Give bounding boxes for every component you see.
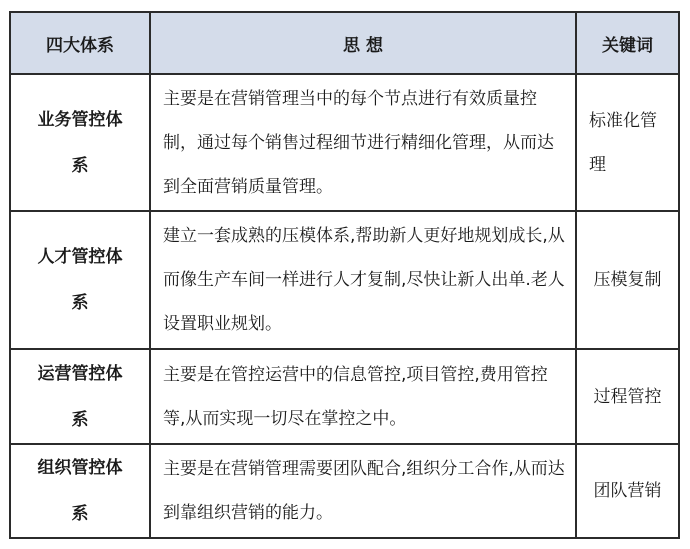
idea-cell: 主要是在营销管理当中的每个节点进行有效质量控制，通过每个销售过程细节进行精细化管理，从而达到全面营销质量管理。 <box>150 74 576 211</box>
system-name-text: 人才管控体系 <box>37 247 123 313</box>
idea-cell: 主要是在管控运营中的信息管控,项目管控,费用管控等,从而实现一切尽在掌控之中。 <box>150 349 576 444</box>
keyword-cell <box>576 74 679 211</box>
header-ideas: 思 想 <box>150 12 576 74</box>
table-row <box>10 349 679 444</box>
system-name <box>10 349 150 444</box>
four-systems-table-container <box>9 11 678 539</box>
system-name-text: 运营管控体系 <box>37 363 123 430</box>
idea-cell: 主要是在营销管理需要团队配合,组织分工合作,从而达到靠组织营销的能力。 <box>150 444 576 538</box>
system-name <box>10 211 150 349</box>
system-name <box>10 74 150 211</box>
system-name-text: 组织管控体系 <box>37 458 123 524</box>
keyword-cell: 压模复制 <box>576 211 679 349</box>
table-header-row <box>10 12 679 74</box>
table-row <box>10 444 679 538</box>
keyword-cell: 过程管控 <box>576 349 679 444</box>
idea-cell: 建立一套成熟的压模体系,帮助新人更好地规划成长,从而像生产车间一样进行人才复制,尽快让新人出单.老人设置职业规划。 <box>150 211 576 349</box>
header-systems: 四大体系 <box>10 12 150 74</box>
keyword-text: 标准化管理 <box>589 110 657 175</box>
system-name <box>10 444 150 538</box>
keyword-cell: 团队营销 <box>576 444 679 538</box>
four-systems-table <box>9 11 680 539</box>
header-keywords: 关键词 <box>576 12 679 74</box>
system-name-text: 业务管控体系 <box>37 109 123 176</box>
table-row <box>10 74 679 211</box>
table-row <box>10 211 679 349</box>
